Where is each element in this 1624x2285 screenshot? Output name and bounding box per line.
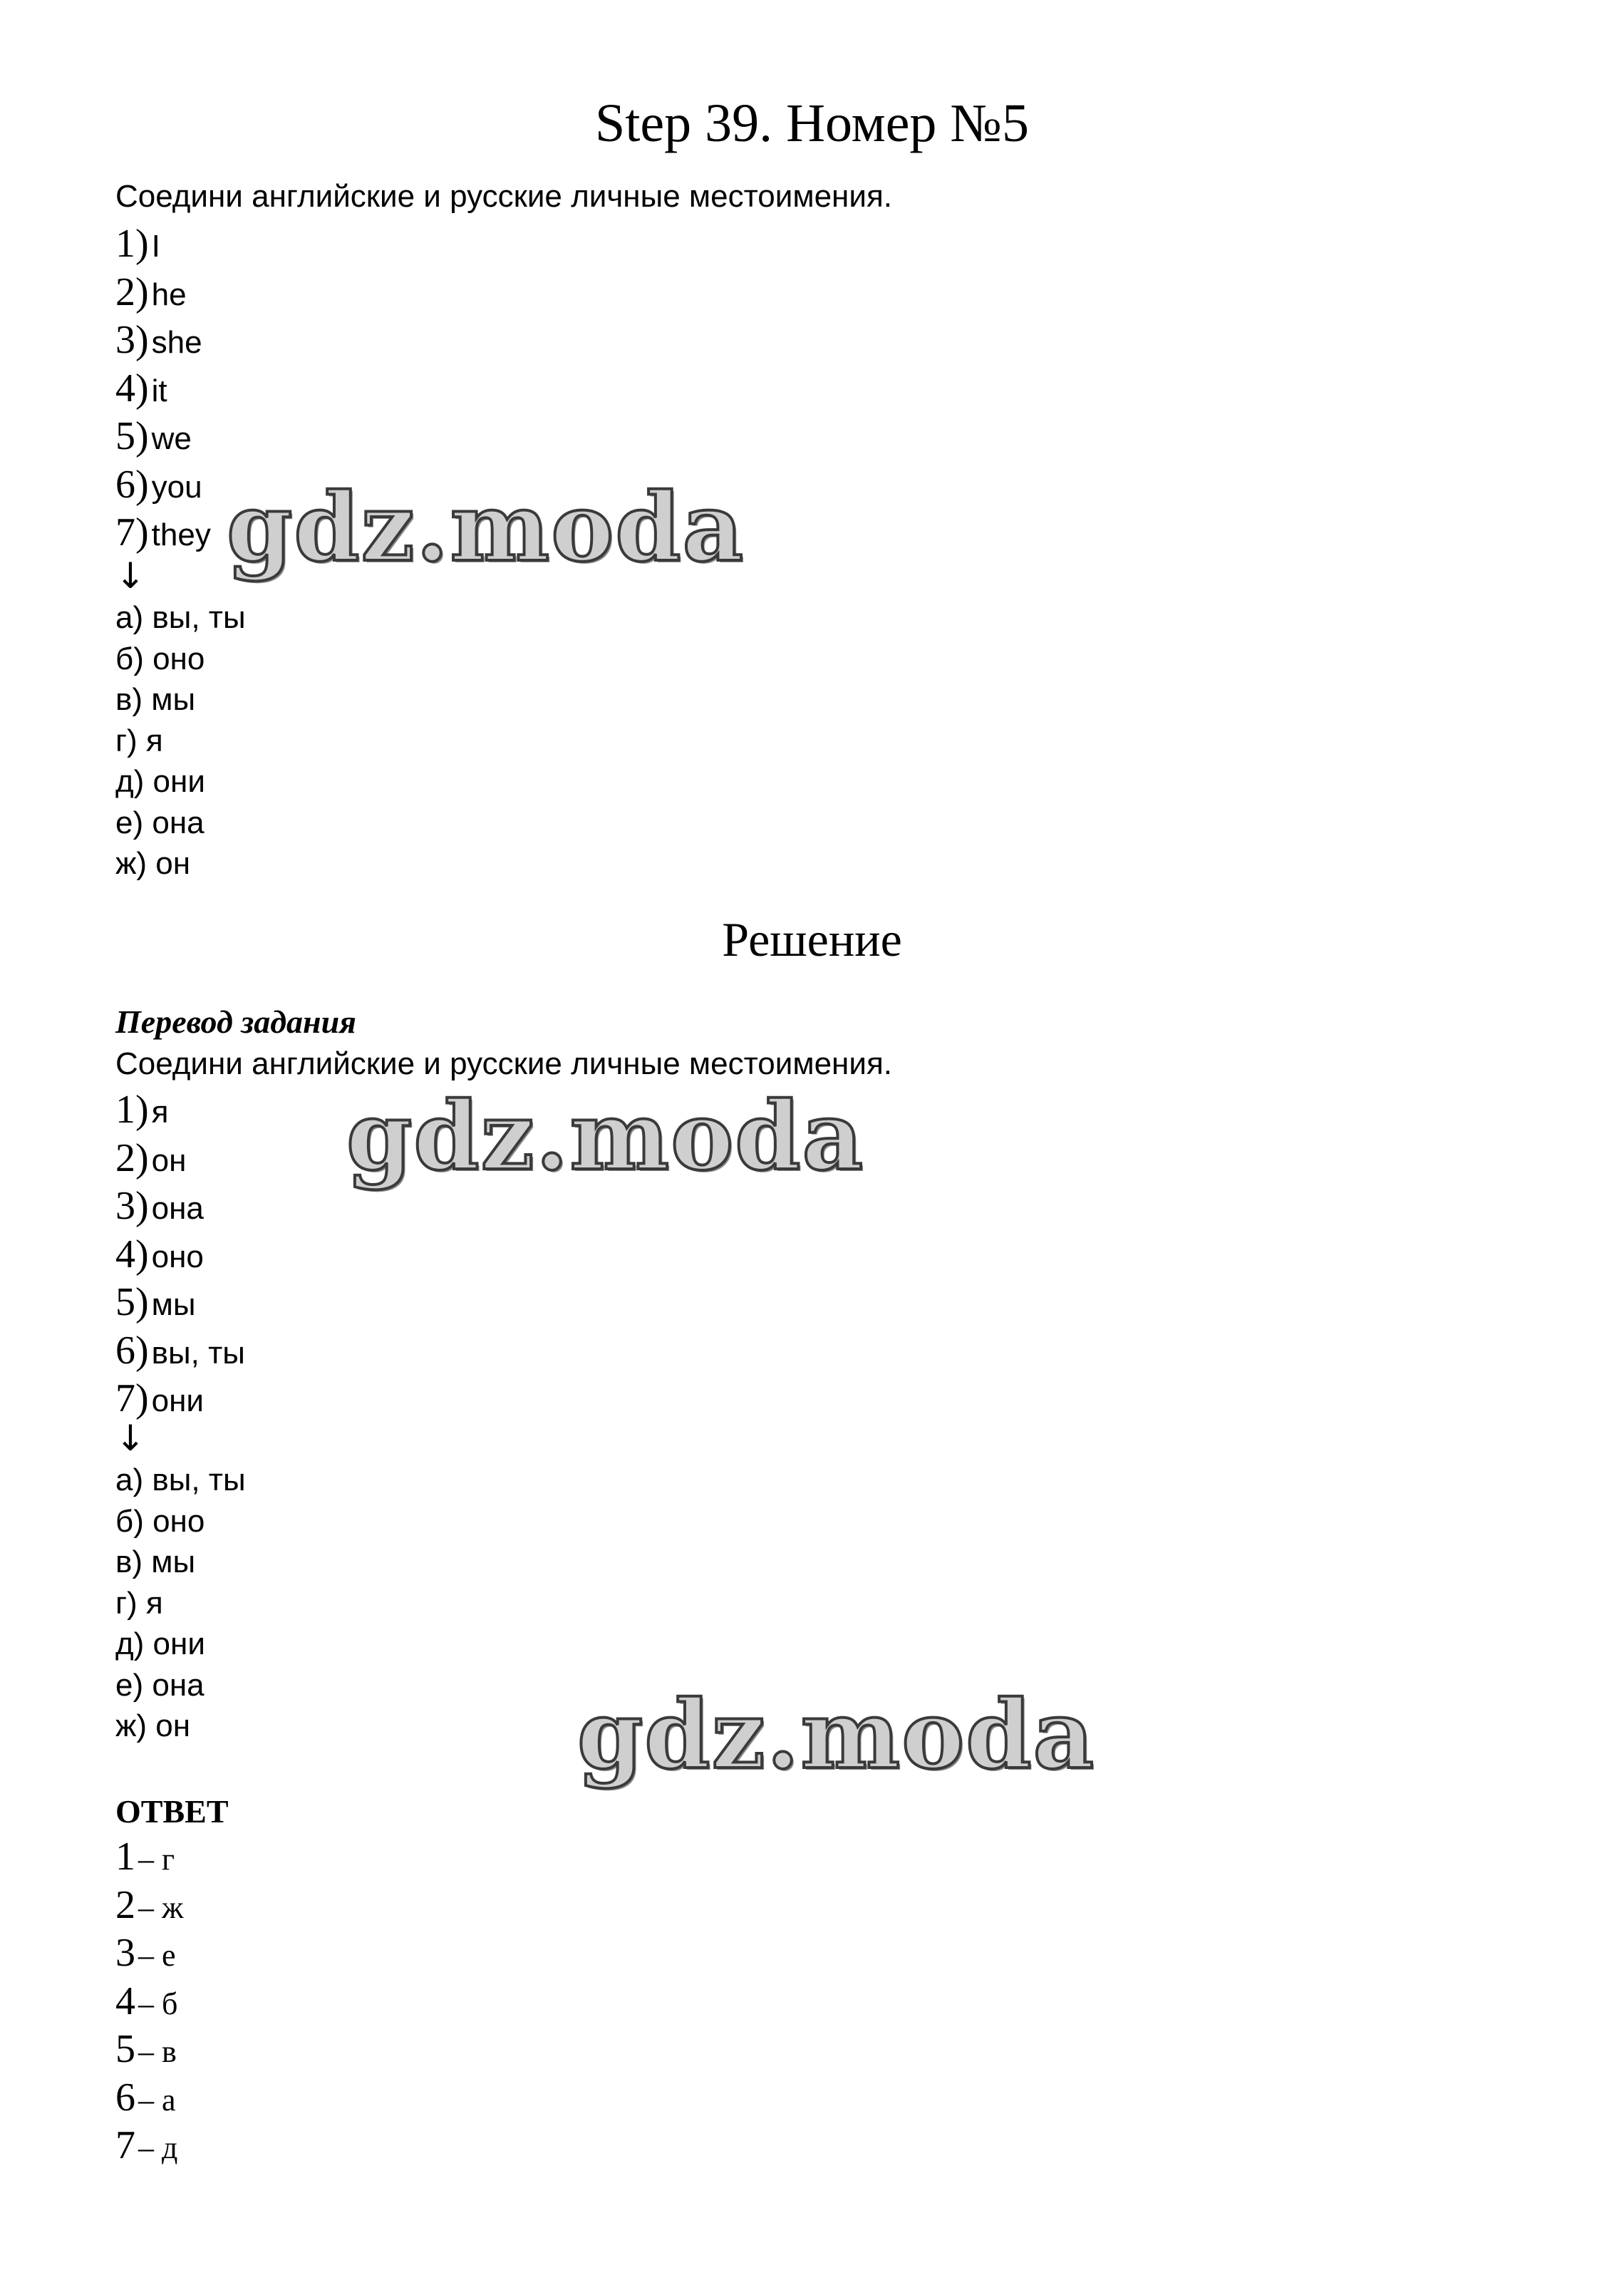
- list-item: [115, 1327, 245, 1376]
- task-instruction: Соедини английские и русские личные местоимения.: [115, 179, 892, 214]
- item-text: она: [151, 1191, 204, 1226]
- item-number: 3): [115, 318, 149, 362]
- item-number: 1): [115, 222, 149, 266]
- list-item: в) мы: [115, 1544, 196, 1579]
- answer-text: – б: [138, 1986, 178, 2021]
- answer-list: [115, 1833, 183, 2170]
- item-text: мы: [151, 1287, 196, 1322]
- list-item: [115, 1086, 245, 1135]
- list-item: [115, 1279, 245, 1327]
- item-number: 6): [115, 462, 149, 507]
- answer-text: – в: [138, 2034, 177, 2069]
- down-arrow-icon: ↓: [115, 1418, 145, 1459]
- list-item: [115, 1231, 245, 1279]
- list-item: [115, 2026, 183, 2074]
- list-item: б) оно: [115, 1503, 205, 1539]
- translation-instruction: Соедини английские и русские личные местоимения.: [115, 1046, 892, 1081]
- item-text: I: [151, 229, 160, 264]
- item-text: они: [151, 1383, 205, 1418]
- list-item: [115, 1182, 245, 1231]
- answer-label: ОТВЕТ: [115, 1793, 229, 1830]
- list-item: а) вы, ты: [115, 600, 246, 635]
- item-number: 3): [115, 1184, 149, 1228]
- item-number: 4): [115, 366, 149, 411]
- item-number: 2): [115, 1135, 149, 1180]
- item-number: 5): [115, 1280, 149, 1324]
- answer-number: 6: [115, 2075, 135, 2120]
- item-text: they: [151, 517, 211, 552]
- item-number: 5): [115, 414, 149, 458]
- list-item: [115, 1882, 183, 1930]
- list-item: [115, 2122, 183, 2170]
- answer-text: – е: [138, 1938, 176, 1973]
- answer-number: 7: [115, 2123, 135, 2167]
- item-text: you: [151, 469, 202, 505]
- list-item: ж) он: [115, 846, 191, 881]
- list-item: е) она: [115, 1667, 205, 1703]
- item-number: 7): [115, 1376, 149, 1420]
- translation-label: Перевод задания: [115, 1004, 356, 1040]
- item-number: 1): [115, 1088, 149, 1132]
- answer-number: 2: [115, 1882, 135, 1927]
- list-item: д) они: [115, 1626, 205, 1661]
- item-number: 7): [115, 510, 149, 555]
- answer-number: 1: [115, 1835, 135, 1879]
- item-number: 2): [115, 269, 149, 314]
- watermark: gdz.moda: [577, 1680, 1096, 1790]
- list-item: [115, 316, 211, 365]
- list-item: [115, 269, 211, 317]
- item-text: оно: [151, 1239, 204, 1274]
- list-item: е) она: [115, 805, 205, 840]
- answer-text: – а: [138, 2082, 176, 2118]
- item-number: 4): [115, 1232, 149, 1276]
- item-text: вы, ты: [151, 1335, 245, 1371]
- solution-heading: Решение: [722, 912, 902, 966]
- list-item: [115, 1929, 183, 1978]
- item-text: it: [151, 373, 167, 408]
- item-text: she: [151, 325, 202, 360]
- watermark: gdz.moda: [227, 473, 745, 583]
- page-title: Step 39. Номер №5: [595, 93, 1029, 153]
- item-number: 6): [115, 1328, 149, 1373]
- list-item: [115, 1135, 245, 1183]
- list-item: б) оно: [115, 641, 205, 676]
- list-item: [115, 1978, 183, 2026]
- list-item: [115, 365, 211, 413]
- list-item: [115, 2074, 183, 2122]
- answer-number: 5: [115, 2027, 135, 2071]
- answer-text: – г: [138, 1842, 175, 1877]
- list-item: г) я: [115, 1585, 163, 1621]
- list-item: в) мы: [115, 682, 196, 717]
- list-item: [115, 1833, 183, 1882]
- russian-option-list: [115, 597, 246, 884]
- answer-number: 3: [115, 1931, 135, 1975]
- translated-option-list: [115, 1460, 246, 1747]
- list-item: ж) он: [115, 1708, 191, 1743]
- translated-pronoun-list: [115, 1086, 245, 1423]
- watermark: gdz.moda: [346, 1081, 865, 1192]
- item-text: я: [151, 1095, 169, 1130]
- item-text: we: [151, 421, 192, 456]
- list-item: а) вы, ты: [115, 1463, 246, 1497]
- down-arrow-icon: ↓: [115, 555, 145, 597]
- list-item: д) они: [115, 764, 205, 799]
- answer-text: – д: [138, 2130, 178, 2165]
- list-item: г) я: [115, 723, 163, 758]
- list-item: [115, 509, 211, 557]
- item-text: он: [151, 1142, 187, 1178]
- item-text: he: [151, 277, 187, 312]
- english-pronoun-list: [115, 220, 211, 557]
- list-item: [115, 413, 211, 461]
- list-item: [115, 1375, 245, 1423]
- answer-text: – ж: [138, 1889, 184, 1925]
- list-item: [115, 461, 211, 510]
- list-item: [115, 220, 211, 269]
- answer-number: 4: [115, 1979, 135, 2023]
